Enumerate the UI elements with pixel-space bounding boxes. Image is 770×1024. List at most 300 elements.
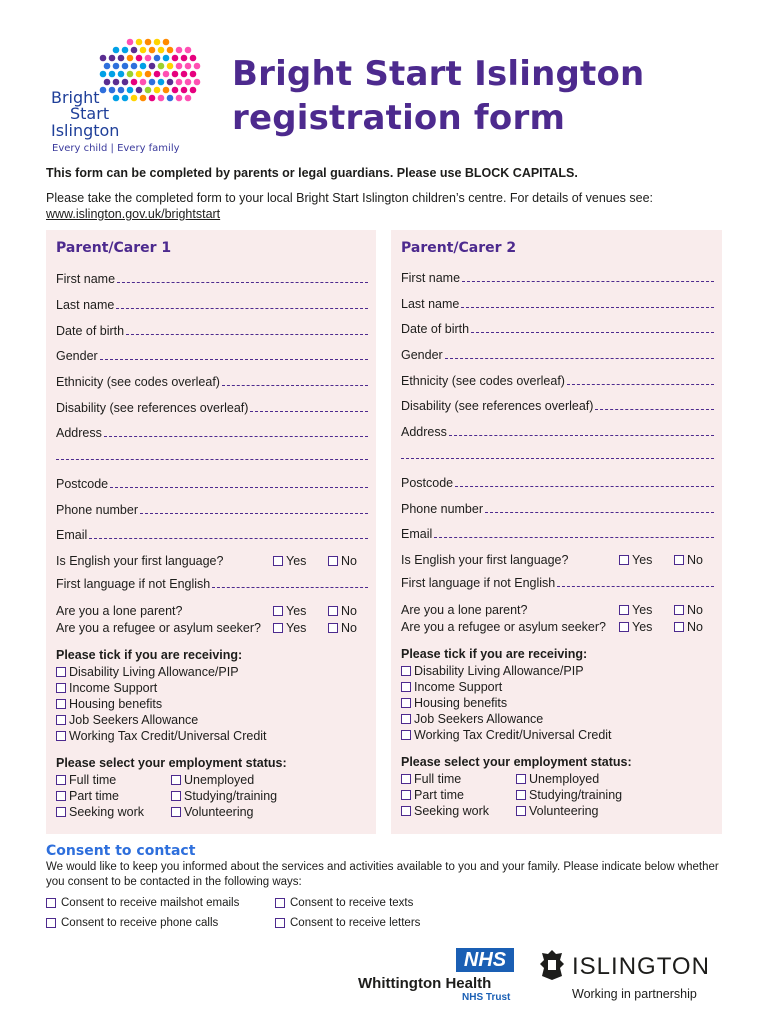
benefit-label: Income Support: [414, 680, 503, 694]
no-label: No: [341, 621, 357, 635]
consent-letters-option[interactable]: [275, 917, 420, 929]
islington-logo-text: ISLINGTON: [572, 953, 710, 980]
last-name-label: Last name: [56, 298, 115, 312]
english-no-checkbox[interactable]: [328, 556, 338, 566]
benefit-label: Housing benefits: [414, 696, 508, 710]
unemployed-option[interactable]: [516, 771, 622, 787]
seeking-work-checkbox[interactable]: [56, 807, 66, 817]
yes-label: Yes: [286, 621, 307, 635]
logo-dot: [104, 79, 111, 86]
email-label: Email: [401, 527, 433, 541]
lone-parent-question: Are you a lone parent?: [401, 603, 528, 617]
benefit-checkbox[interactable]: [56, 683, 66, 693]
phone-label: Phone number: [56, 503, 139, 517]
consent-calls-checkbox[interactable]: [46, 918, 56, 928]
disability-label: Disability (see references overleaf): [401, 399, 594, 413]
logo-dot: [145, 55, 152, 62]
studying-checkbox[interactable]: [516, 790, 526, 800]
employment-heading: Please select your employment status:: [401, 755, 632, 769]
consent-texts-option[interactable]: [275, 897, 413, 909]
no-label: No: [687, 620, 703, 634]
consent-mailshot-label: Consent to receive mailshot emails: [61, 897, 240, 909]
dob-line[interactable]: [126, 334, 368, 335]
studying-checkbox[interactable]: [171, 791, 181, 801]
consent-calls-label: Consent to receive phone calls: [61, 917, 219, 929]
logo-dot: [181, 55, 188, 62]
no-label: No: [341, 604, 357, 618]
first-name-label: First name: [56, 272, 116, 286]
logo-dot: [113, 79, 120, 86]
email-line[interactable]: [89, 538, 368, 539]
logo-dot: [131, 95, 138, 102]
lone-no-option[interactable]: [328, 604, 357, 618]
benefit-option[interactable]: [56, 680, 267, 696]
benefit-label: Working Tax Credit/Universal Credit: [69, 729, 267, 743]
volunteering-option[interactable]: [516, 803, 622, 819]
ethnicity-field[interactable]: [56, 373, 368, 389]
benefit-checkbox[interactable]: [401, 714, 411, 724]
gender-field[interactable]: [401, 346, 714, 362]
logo-dot: [194, 79, 201, 86]
logo-dot: [149, 79, 156, 86]
logo-dot: [118, 71, 125, 78]
disability-line[interactable]: [595, 409, 714, 410]
refugee-no-checkbox[interactable]: [674, 622, 684, 632]
logo-dot: [136, 87, 143, 94]
brightstart-link[interactable]: www.islington.gov.uk/brightstart: [46, 207, 221, 221]
studying-label: Studying/training: [184, 789, 278, 803]
gender-label: Gender: [56, 349, 98, 363]
logo-dot: [181, 71, 188, 78]
logo-dot: [140, 79, 147, 86]
no-label: No: [687, 553, 703, 567]
first-language-label: First language if not English: [56, 577, 211, 591]
first-language-line[interactable]: [557, 586, 714, 587]
lone-yes-option[interactable]: [273, 604, 306, 618]
logo-text-islington: Islington: [51, 121, 120, 140]
benefit-checkbox[interactable]: [56, 731, 66, 741]
benefits-list: [56, 664, 267, 744]
email-line[interactable]: [434, 537, 714, 538]
refugee-no-checkbox[interactable]: [328, 623, 338, 633]
employment-heading: Please select your employment status:: [56, 756, 287, 770]
logo-dot: [109, 55, 116, 62]
logo-dot: [194, 63, 201, 70]
consent-mailshot-option[interactable]: [46, 897, 239, 909]
yes-label: Yes: [632, 603, 653, 617]
logo-dot: [149, 47, 156, 54]
logo-dot: [185, 95, 192, 102]
english-yes-option[interactable]: [273, 554, 306, 568]
logo-dot: [140, 95, 147, 102]
unemployed-option[interactable]: [171, 772, 277, 788]
seeking-work-option[interactable]: [56, 804, 144, 820]
full-time-option[interactable]: [56, 772, 144, 788]
logo-dot: [136, 71, 143, 78]
logo-dot: [100, 55, 107, 62]
logo-dot: [163, 71, 170, 78]
form-title-line2: registration form: [232, 98, 566, 138]
islington-crest-icon: [538, 948, 566, 982]
consent-mailshot-checkbox[interactable]: [46, 898, 56, 908]
first-name-line[interactable]: [117, 282, 368, 283]
lone-no-option[interactable]: [674, 603, 703, 617]
logo-dot: [154, 87, 161, 94]
benefit-option[interactable]: [56, 712, 267, 728]
refugee-yes-option[interactable]: [619, 620, 652, 634]
seeking-work-label: Seeking work: [414, 804, 490, 818]
consent-text: We would like to keep you informed about the services and activities available to you and your family. Please indicate below whether you consent to be contacted in the following ways:: [46, 861, 719, 888]
logo-dot: [136, 55, 143, 62]
consent-texts-checkbox[interactable]: [275, 898, 285, 908]
lone-yes-option[interactable]: [619, 603, 652, 617]
intro-venues-text: Please take the completed form to your local Bright Start Islington children’s centre. For details of venues see:: [46, 191, 654, 205]
unemployed-label: Unemployed: [184, 773, 255, 787]
part-time-option[interactable]: [56, 788, 144, 804]
part-time-label: Part time: [414, 788, 465, 802]
logo-dot: [176, 47, 183, 54]
logo-dot: [154, 39, 161, 46]
english-yes-checkbox[interactable]: [619, 555, 629, 565]
logo-dot: [172, 55, 179, 62]
logo-dot: [158, 63, 165, 70]
english-question: Is English your first language?: [56, 554, 224, 568]
address-line[interactable]: [449, 435, 714, 436]
logo-dot: [113, 95, 120, 102]
volunteering-label: Volunteering: [529, 804, 599, 818]
benefit-option[interactable]: [56, 728, 267, 744]
employment-list-col1: [401, 771, 489, 819]
benefit-label: Working Tax Credit/Universal Credit: [414, 728, 612, 742]
address-line[interactable]: [104, 436, 368, 437]
intro-instructions: This form can be completed by parents or legal guardians. Please use BLOCK CAPITALS.: [46, 166, 578, 180]
disability-field[interactable]: [56, 399, 368, 415]
full-time-checkbox[interactable]: [56, 775, 66, 785]
benefit-option[interactable]: [56, 664, 267, 680]
logo-dot: [149, 95, 156, 102]
nhs-trust-text: NHS Trust: [462, 992, 511, 1003]
logo-dot: [122, 47, 129, 54]
bright-start-logo: [48, 36, 218, 160]
first-name-label: First name: [401, 271, 461, 285]
lone-parent-question: Are you a lone parent?: [56, 604, 183, 618]
benefit-checkbox[interactable]: [401, 730, 411, 740]
logo-dot: [181, 87, 188, 94]
address-label: Address: [401, 425, 447, 439]
logo-dot: [127, 71, 134, 78]
panel-title: Parent/Carer 1: [56, 240, 172, 256]
yes-label: Yes: [632, 620, 653, 634]
logo-dot: [190, 87, 197, 94]
yes-label: Yes: [286, 554, 307, 568]
dob-field[interactable]: [401, 320, 714, 336]
benefit-checkbox[interactable]: [401, 698, 411, 708]
logo-dot: [118, 87, 125, 94]
logo-dot: [158, 95, 165, 102]
logo-dot: [127, 55, 134, 62]
yes-label: Yes: [632, 553, 653, 567]
logo-dot: [140, 63, 147, 70]
logo-dot: [118, 55, 125, 62]
employment-list-col1: [56, 772, 144, 820]
logo-text-start: Start: [70, 104, 110, 123]
phone-label: Phone number: [401, 502, 484, 516]
last-name-line[interactable]: [116, 308, 368, 309]
ethnicity-line[interactable]: [567, 384, 714, 385]
gender-line[interactable]: [100, 359, 368, 360]
logo-dot: [158, 79, 165, 86]
phone-field[interactable]: [56, 501, 368, 517]
full-time-checkbox[interactable]: [401, 774, 411, 784]
logo-dot: [113, 47, 120, 54]
email-field[interactable]: [401, 525, 714, 541]
refugee-question: Are you a refugee or asylum seeker?: [401, 620, 606, 634]
refugee-no-option[interactable]: [328, 621, 357, 635]
lone-no-checkbox[interactable]: [674, 605, 684, 615]
logo-dot: [190, 71, 197, 78]
disability-label: Disability (see references overleaf): [56, 401, 249, 415]
refugee-yes-checkbox[interactable]: [619, 622, 629, 632]
address-line-2[interactable]: [401, 458, 714, 459]
logo-dot: [104, 63, 111, 70]
dob-field[interactable]: [56, 322, 368, 338]
logo-dot: [167, 79, 174, 86]
logo-dot: [158, 47, 165, 54]
logo-dot: [131, 79, 138, 86]
unemployed-checkbox[interactable]: [171, 775, 181, 785]
english-yes-checkbox[interactable]: [273, 556, 283, 566]
benefit-option[interactable]: [401, 711, 612, 727]
english-no-checkbox[interactable]: [674, 555, 684, 565]
english-question: Is English your first language?: [401, 553, 569, 567]
logo-dot: [109, 87, 116, 94]
logo-dot: [154, 55, 161, 62]
logo-dot: [100, 87, 107, 94]
logo-dot: [100, 71, 107, 78]
benefit-checkbox[interactable]: [56, 715, 66, 725]
benefit-option[interactable]: [401, 679, 612, 695]
logo-dot: [154, 71, 161, 78]
volunteering-checkbox[interactable]: [171, 807, 181, 817]
working-in-partnership-text: Working in partnership: [572, 987, 697, 1001]
volunteering-label: Volunteering: [184, 805, 254, 819]
first-name-field[interactable]: [401, 269, 714, 285]
logo-dot: [145, 87, 152, 94]
part-time-label: Part time: [69, 789, 120, 803]
logo-dot: [140, 47, 147, 54]
logo-dot: [122, 79, 129, 86]
ethnicity-line[interactable]: [222, 385, 368, 386]
logo-dot: [109, 71, 116, 78]
email-field[interactable]: [56, 526, 368, 542]
logo-dot: [149, 63, 156, 70]
address-field[interactable]: [401, 423, 714, 439]
postcode-label: Postcode: [401, 476, 454, 490]
part-time-checkbox[interactable]: [56, 791, 66, 801]
phone-line[interactable]: [485, 512, 714, 513]
last-name-field[interactable]: [401, 295, 714, 311]
english-no-option[interactable]: [674, 553, 703, 567]
last-name-label: Last name: [401, 297, 460, 311]
postcode-field[interactable]: [401, 474, 714, 490]
consent-letters-label: Consent to receive letters: [290, 917, 421, 929]
benefit-label: Housing benefits: [69, 697, 163, 711]
phone-line[interactable]: [140, 513, 368, 514]
dob-label: Date of birth: [56, 324, 125, 338]
benefit-label: Job Seekers Allowance: [69, 713, 199, 727]
email-label: Email: [56, 528, 88, 542]
full-time-label: Full time: [414, 772, 462, 786]
first-name-line[interactable]: [462, 281, 714, 282]
gender-label: Gender: [401, 348, 443, 362]
consent-heading: Consent to contact: [46, 843, 196, 859]
full-time-label: Full time: [69, 773, 117, 787]
parent-carer-2-panel: [391, 230, 722, 834]
benefit-checkbox[interactable]: [56, 667, 66, 677]
first-language-line[interactable]: [212, 587, 368, 588]
unemployed-label: Unemployed: [529, 772, 600, 786]
english-no-option[interactable]: [328, 554, 357, 568]
ethnicity-field[interactable]: [401, 372, 714, 388]
benefit-option[interactable]: [56, 696, 267, 712]
studying-option[interactable]: [516, 787, 622, 803]
logo-dot: [172, 71, 179, 78]
postcode-label: Postcode: [56, 477, 109, 491]
studying-label: Studying/training: [529, 788, 623, 802]
refugee-no-option[interactable]: [674, 620, 703, 634]
dob-line[interactable]: [471, 332, 714, 333]
lone-no-checkbox[interactable]: [328, 606, 338, 616]
refugee-yes-checkbox[interactable]: [273, 623, 283, 633]
no-label: No: [341, 554, 357, 568]
consent-letters-checkbox[interactable]: [275, 918, 285, 928]
logo-dot: [167, 95, 174, 102]
benefit-option[interactable]: [401, 727, 612, 743]
english-yes-option[interactable]: [619, 553, 652, 567]
first-language-field[interactable]: [56, 575, 368, 591]
benefit-label: Disability Living Allowance/PIP: [414, 664, 584, 678]
dob-label: Date of birth: [401, 322, 470, 336]
seeking-work-option[interactable]: [401, 803, 489, 819]
logo-dot: [176, 95, 183, 102]
lone-yes-checkbox[interactable]: [619, 605, 629, 615]
consent-calls-option[interactable]: [46, 917, 218, 929]
logo-dot: [127, 39, 134, 46]
ethnicity-label: Ethnicity (see codes overleaf): [401, 374, 565, 388]
employment-list-col2: [516, 771, 622, 819]
whittington-health-text: Whittington Health: [358, 975, 492, 992]
logo-dot: [163, 55, 170, 62]
first-name-field[interactable]: [56, 270, 368, 286]
consent-texts-label: Consent to receive texts: [290, 897, 414, 909]
logo-dot: [163, 39, 170, 46]
logo-dot: [131, 63, 138, 70]
disability-line[interactable]: [250, 411, 368, 412]
logo-dot: [185, 63, 192, 70]
refugee-yes-option[interactable]: [273, 621, 306, 635]
gender-line[interactable]: [445, 358, 714, 359]
postcode-line[interactable]: [110, 487, 368, 488]
benefit-label: Disability Living Allowance/PIP: [69, 665, 239, 679]
disability-field[interactable]: [401, 397, 714, 413]
volunteering-option[interactable]: [171, 804, 277, 820]
refugee-question: Are you a refugee or asylum seeker?: [56, 621, 261, 635]
volunteering-checkbox[interactable]: [516, 806, 526, 816]
gender-field[interactable]: [56, 347, 368, 363]
phone-field[interactable]: [401, 500, 714, 516]
logo-text-bright: Bright: [51, 88, 100, 107]
benefit-label: Job Seekers Allowance: [414, 712, 544, 726]
address-line-2[interactable]: [56, 459, 368, 460]
logo-dot: [122, 95, 129, 102]
logo-dot: [185, 47, 192, 54]
intro-text: [46, 190, 736, 222]
logo-dot: [176, 79, 183, 86]
benefits-heading: Please tick if you are receiving:: [56, 648, 243, 662]
last-name-line[interactable]: [461, 307, 714, 308]
benefit-checkbox[interactable]: [56, 699, 66, 709]
postcode-field[interactable]: [56, 475, 368, 491]
seeking-work-checkbox[interactable]: [401, 806, 411, 816]
benefit-option[interactable]: [401, 695, 612, 711]
logo-dot: [136, 39, 143, 46]
address-label: Address: [56, 426, 102, 440]
logo-dot: [145, 71, 152, 78]
logo-dot: [167, 47, 174, 54]
logo-dot: [131, 47, 138, 54]
parent-carer-1-panel: [46, 230, 376, 834]
logo-tagline: Every child | Every family: [52, 143, 180, 154]
address-field[interactable]: [56, 424, 368, 440]
form-title: [232, 52, 644, 140]
ethnicity-label: Ethnicity (see codes overleaf): [56, 375, 220, 389]
first-language-label: First language if not English: [401, 576, 556, 590]
logo-dot: [190, 55, 197, 62]
logo-dot: [176, 63, 183, 70]
first-language-field[interactable]: [401, 574, 714, 590]
logo-dot: [113, 63, 120, 70]
benefit-checkbox[interactable]: [401, 666, 411, 676]
employment-list-col2: [171, 772, 277, 820]
full-time-option[interactable]: [401, 771, 489, 787]
lone-yes-checkbox[interactable]: [273, 606, 283, 616]
benefits-list: [401, 663, 612, 743]
logo-dot: [167, 63, 174, 70]
benefit-checkbox[interactable]: [401, 682, 411, 692]
yes-label: Yes: [286, 604, 307, 618]
no-label: No: [687, 603, 703, 617]
logo-dot: [145, 39, 152, 46]
studying-option[interactable]: [171, 788, 277, 804]
postcode-line[interactable]: [455, 486, 714, 487]
logo-dot: [185, 79, 192, 86]
unemployed-checkbox[interactable]: [516, 774, 526, 784]
benefit-option[interactable]: [401, 663, 612, 679]
seeking-work-label: Seeking work: [69, 805, 145, 819]
benefits-heading: Please tick if you are receiving:: [401, 647, 588, 661]
form-title-line1: Bright Start Islington: [232, 54, 645, 94]
last-name-field[interactable]: [56, 296, 368, 312]
part-time-checkbox[interactable]: [401, 790, 411, 800]
benefit-label: Income Support: [69, 681, 158, 695]
logo-dot: [127, 87, 134, 94]
logo-dot: [122, 63, 129, 70]
panel-title: Parent/Carer 2: [401, 240, 517, 256]
logo-dot: [163, 87, 170, 94]
nhs-logo: NHS: [456, 948, 514, 972]
logo-dot: [172, 87, 179, 94]
part-time-option[interactable]: [401, 787, 489, 803]
